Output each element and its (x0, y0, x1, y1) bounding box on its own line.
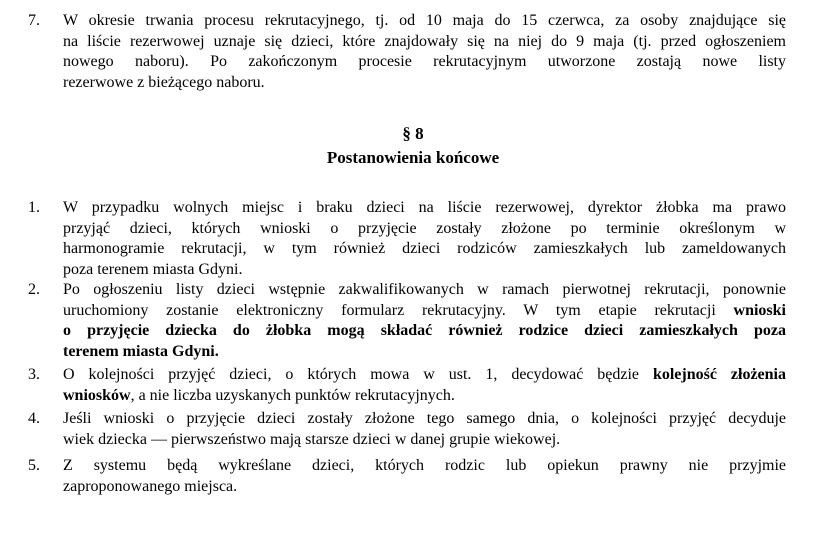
text-line: harmonogramie rekrutacji, w tym również dzieci rodziców zamieszkałych lub zameldowanych (63, 240, 786, 257)
item-number: 1. (28, 199, 40, 216)
section-title: Postanowienia końcowe (326, 148, 500, 167)
bold-text: o przyjęcie dziecka do żłobka mogą składać również rodzice dzieci zamieszkałych poza (63, 322, 786, 339)
item-text (63, 409, 786, 450)
text-line: Jeśli wnioski o przyjęcie dzieci zostały złożone tego samego dnia, o kolejności przyjęć decyduje (63, 410, 786, 427)
text-line: na liście rezerwowej uznaje się dzieci, które znajdowały się na niej do 9 maja (tj. przed ogłoszeniem (63, 32, 786, 50)
text-segment: O kolejności przyjęć dzieci, o których mowa w ust. 1, decydować będzie (63, 366, 653, 383)
item-text (63, 11, 786, 93)
bold-text: wniosków (63, 386, 131, 404)
item-number: 5. (28, 457, 40, 474)
text-line: W okresie trwania procesu rekrutacyjnego, tj. od 10 maja do 15 czerwca, za osoby znajdujące się (63, 12, 786, 29)
item-number: 4. (28, 410, 40, 427)
item-text (63, 280, 786, 362)
text-line: przyjąć dzieci, których wnioski o przyjęcie zostały złożone po terminie określonym w (63, 219, 786, 237)
text-line: Z systemu będą wykreślane dzieci, których rodzic lub opiekun prawny nie przyjmie (63, 457, 786, 474)
text-line: zaproponowanego miejsca. (63, 477, 238, 495)
text-line: poza terenem miasta Gdyni. (63, 260, 243, 278)
bold-text: kolejność złożenia (652, 366, 786, 383)
item-text (63, 365, 786, 406)
text-line (63, 386, 786, 407)
item-number: 3. (28, 366, 40, 383)
text-segment: uruchomiony zostanie elektroniczny formularz rekrutacyjny. W tym etapie rekrutacji (63, 301, 734, 319)
text-line: rezerwowe z bieżącego naboru. (63, 73, 265, 91)
text-line: W przypadku wolnych miejsc i braku dzieci na liście rezerwowej, dyrektor żłobka ma prawo (63, 199, 786, 216)
item-number: 2. (28, 281, 40, 298)
bold-text: terenem miasta Gdyni. (63, 342, 219, 360)
text-line: wiek dziecka — pierwszeństwo mają starsze dzieci w danej grupie wiekowej. (63, 430, 561, 448)
text-line (63, 301, 786, 322)
text-line: nowego naboru). Po zakończonym procesie rekrutacyjnym utworzone zostają nowe listy (63, 53, 786, 70)
text-segment: , a nie liczba uzyskanych punktów rekrutacyjnych. (130, 386, 455, 404)
section-number: § 8 (402, 124, 424, 143)
text-line (63, 365, 786, 386)
bold-text: wnioski (733, 301, 786, 319)
item-text (63, 456, 786, 497)
item-number: 7. (28, 12, 40, 29)
text-line: Po ogłoszeniu listy dzieci wstępnie zakwalifikowanych w ramach pierwotnej rekrutacji, ponownie (63, 281, 786, 298)
item-text (63, 198, 786, 280)
